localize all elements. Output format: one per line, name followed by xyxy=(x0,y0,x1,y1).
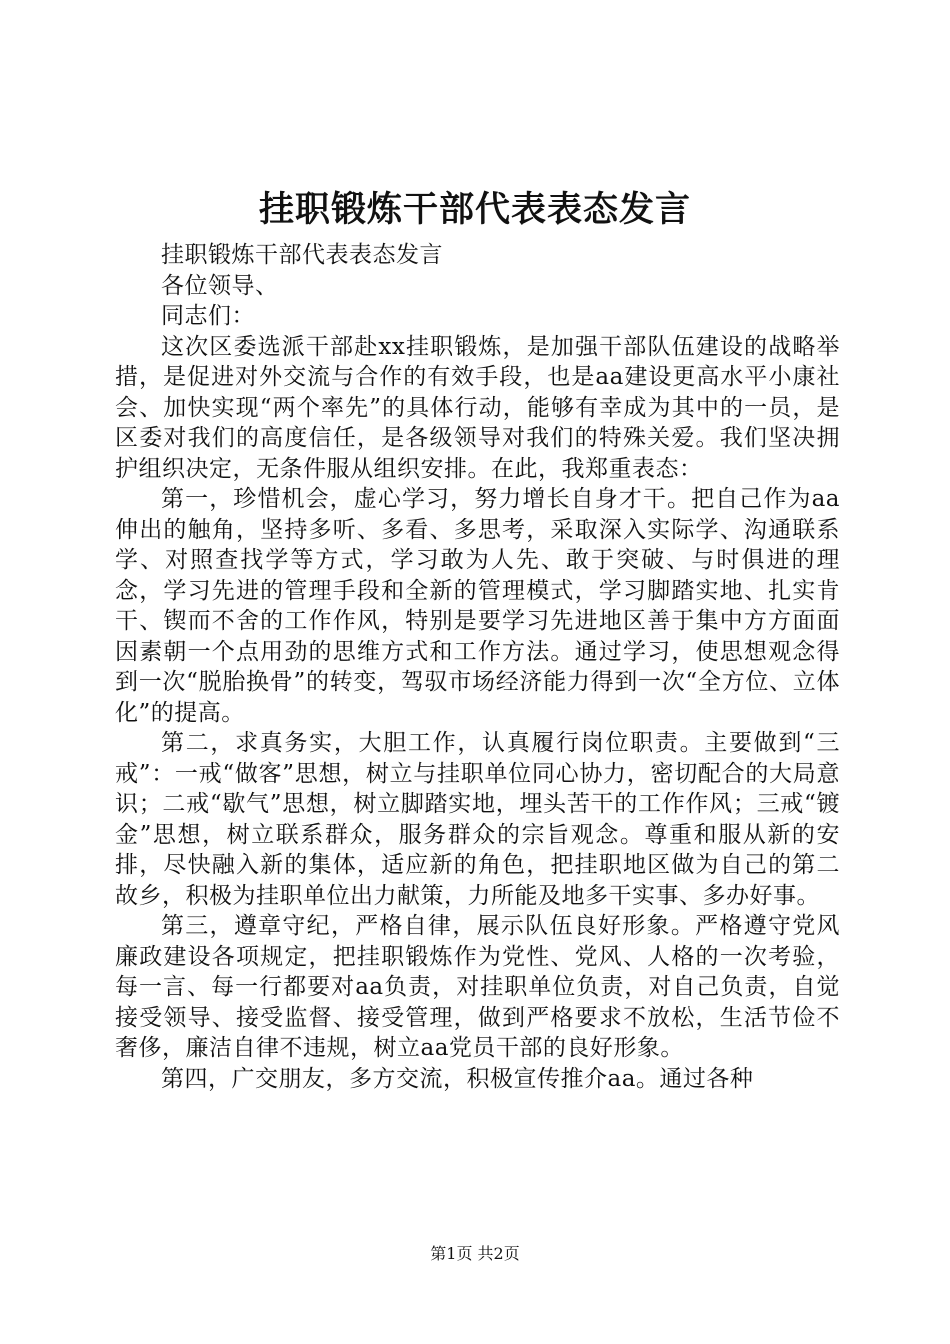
page-number-footer: 第1页 共2页 xyxy=(430,1244,520,1263)
document-body xyxy=(115,240,840,1094)
paragraph-second: 第二，求真务实，大胆工作，认真履行岗位职责。主要做到“三戒”：一戒“做客”思想，树立与挂职单位同心协力，密切配合的大局意识；二戒“歇气”思想，树立脚踏实地，埋头苦干的工作作风；三戒“镀金”思想，树立联系群众，服务群众的宗旨观念。尊重和服从新的安排，尽快融入新的集体，适应新的角色，把挂职地区做为自己的第二故乡，积极为挂职单位出力献策，力所能及地多干实事、多办好事。 xyxy=(115,730,840,909)
paragraph-salutation-2: 同志们： xyxy=(161,303,255,329)
paragraph-salutation-1: 各位领导、 xyxy=(161,272,279,299)
paragraph-subtitle: 挂职锻炼干部代表表态发言 xyxy=(161,242,443,268)
paragraph-intro: 这次区委选派干部赴xx挂职锻炼，是加强干部队伍建设的战略举措，是促进对外交流与合作的有效手段，也是aa建设更高水平小康社会、加快实现“两个率先”的具体行动，能够有幸成为其中的一员，是区委对我们的高度信任，是各级领导对我们的特殊关爱。我们坚决拥护组织决定，无条件服从组织安排。在此，我郑重表态： xyxy=(115,333,840,482)
paragraph-first: 第一，珍惜机会，虚心学习，努力增长自身才干。把自己作为aa伸出的触角，坚持多听、多看、多思考，采取深入实际学、沟通联系学、对照查找学等方式，学习敢为人先、敢于突破、与时俱进的理念，学习先进的管理手段和全新的管理模式，学习脚踏实地、扎实肯干、锲而不舍的工作作风，特别是要学习先进地区善于集中方方面面因素朝一个点用劲的思维方式和工作方法。通过学习，使思想观念得到一次“脱胎换骨”的转变，驾驭市场经济能力得到一次“全方位、立体化”的提高。 xyxy=(115,486,840,726)
paragraph-third: 第三，遵章守纪，严格自律，展示队伍良好形象。严格遵守党风廉政建设各项规定，把挂职锻炼作为党性、党风、人格的一次考验，每一言、每一行都要对aa负责，对挂职单位负责，对自己负责，自觉接受领导、接受监督、接受管理，做到严格要求不放松，生活节俭不奢侈，廉洁自律不违规，树立aa党员干部的良好形象。 xyxy=(115,913,840,1061)
paragraph-fourth: 第四，广交朋友，多方交流，积极宣传推介aa。通过各种 xyxy=(161,1065,754,1092)
document-title: 挂职锻炼干部代表表态发言 xyxy=(258,189,691,230)
